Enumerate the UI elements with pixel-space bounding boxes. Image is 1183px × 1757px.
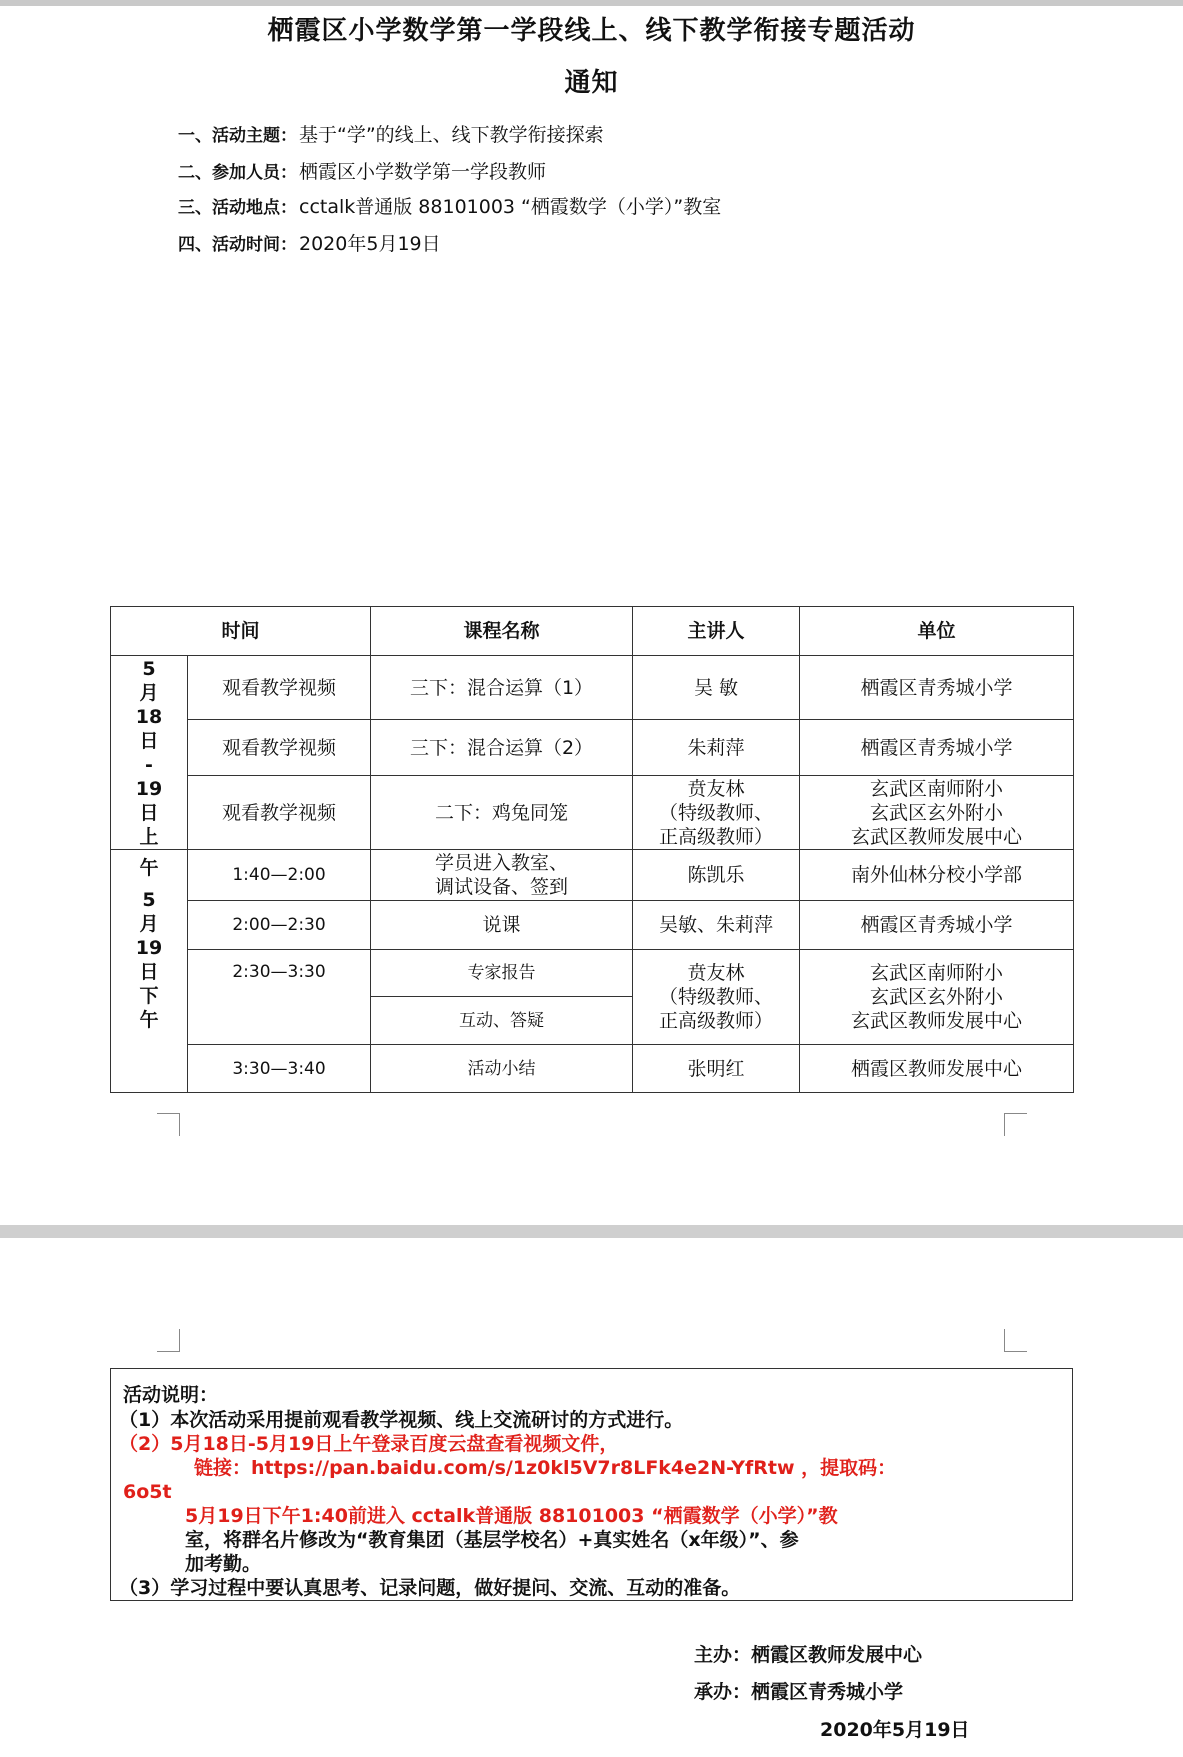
- header-unit: 单位: [800, 607, 1074, 656]
- unit-cell: 南外仙林分校小学部: [800, 850, 1074, 901]
- info-location: [178, 192, 721, 219]
- time-cell: 3:30—3:40: [188, 1045, 371, 1093]
- notes-item-2: （2）5月18日-5月19日上午登录百度云盘查看视频文件，: [119, 1433, 619, 1455]
- sign-host: 主办：栖霞区教师发展中心: [694, 1644, 923, 1666]
- info-label: 一、活动主题：: [178, 126, 297, 146]
- schedule-table: [110, 606, 1074, 1093]
- info-value: 2020年5月19日: [299, 233, 441, 255]
- unit-cell: 栖霞区青秀城小学: [800, 720, 1074, 776]
- time-cell: 2:30—3:30: [188, 950, 371, 1045]
- info-value: cctalk普通版 88101003 “栖霞数学（小学）”教室: [299, 196, 722, 218]
- notes-item-1: （1）本次活动采用提前观看教学视频、线上交流研讨的方式进行。: [119, 1409, 684, 1431]
- course-cell: 专家报告: [371, 950, 633, 997]
- speaker-cell: 贲友林 （特级教师、 正高级教师）: [633, 950, 800, 1045]
- course-cell: 三下：混合运算（1）: [371, 656, 633, 720]
- unit-cell: 栖霞区青秀城小学: [800, 901, 1074, 950]
- unit-cell: 玄武区南师附小 玄武区玄外附小 玄武区教师发展中心: [800, 950, 1074, 1045]
- notes-heading: 活动说明：: [123, 1384, 219, 1406]
- info-participants: [178, 157, 546, 184]
- unit-cell: 栖霞区教师发展中心: [800, 1045, 1074, 1093]
- date-cell-pm: 午 5 月 19 日 下 午: [111, 850, 188, 1093]
- header-time: 时间: [111, 607, 371, 656]
- speaker-cell: 朱莉萍: [633, 720, 800, 776]
- activity-notes: [110, 1368, 1073, 1601]
- notice-subtitle: 通知: [564, 68, 619, 98]
- time-cell: 2:00—2:30: [188, 901, 371, 950]
- speaker-cell: 陈凯乐: [633, 850, 800, 901]
- sign-date: 2020年5月19日: [820, 1719, 970, 1741]
- table-row: [111, 656, 1074, 720]
- time-cell: 1:40—2:00: [188, 850, 371, 901]
- info-theme: [178, 120, 604, 147]
- speaker-cell: 吴敏、朱莉萍: [633, 901, 800, 950]
- unit-cell: 栖霞区青秀城小学: [800, 656, 1074, 720]
- info-value: 基于“学”的线上、线下教学衔接探索: [299, 124, 604, 146]
- notes-link: 链接：https://pan.baidu.com/s/1z0kl5V7r8LFk4e2N-YfRtw ，提取码：: [194, 1457, 897, 1479]
- course-cell: 学员进入教室、 调试设备、签到: [371, 850, 633, 901]
- header-course: 课程名称: [371, 607, 633, 656]
- date-cell-am: 5 月 18 日 - 19 日 上: [111, 656, 188, 850]
- table-row: [111, 901, 1074, 950]
- unit-cell: 玄武区南师附小 玄武区玄外附小 玄武区教师发展中心: [800, 776, 1074, 850]
- course-cell: 互动、答疑: [371, 997, 633, 1045]
- course-cell: 二下：鸡兔同笼: [371, 776, 633, 850]
- table-row: [111, 1045, 1074, 1093]
- notes-item-3: （3）学习过程中要认真思考、记录问题，做好提问、交流、互动的准备。: [119, 1577, 741, 1599]
- course-cell: 三下：混合运算（2）: [371, 720, 633, 776]
- info-label: 四、活动时间：: [178, 235, 297, 255]
- table-row: [111, 720, 1074, 776]
- table-row: [111, 850, 1074, 901]
- course-cell: 活动小结: [371, 1045, 633, 1093]
- table-header-row: [111, 607, 1074, 656]
- notes-code: 6o5t: [123, 1481, 172, 1503]
- speaker-cell: 张明红: [633, 1045, 800, 1093]
- time-cell: 观看教学视频: [188, 720, 371, 776]
- info-label: 三、活动地点：: [178, 198, 297, 218]
- info-time: [178, 229, 441, 256]
- header-speaker: 主讲人: [633, 607, 800, 656]
- speaker-cell: 吴 敏: [633, 656, 800, 720]
- table-row: [111, 776, 1074, 850]
- page-corner-mark: [157, 1329, 180, 1352]
- info-value: 栖霞区小学数学第一学段教师: [299, 161, 547, 183]
- page-corner-mark: [1004, 1329, 1027, 1352]
- info-label: 二、参加人员：: [178, 163, 297, 183]
- time-cell: 观看教学视频: [188, 656, 371, 720]
- notes-rename: 室，将群名片修改为“教育集团（基层学校名）+真实姓名（x年级）”、参: [185, 1529, 799, 1551]
- course-cell: 说课: [371, 901, 633, 950]
- page-corner-mark: [157, 1113, 180, 1136]
- sign-organizer: 承办：栖霞区青秀城小学: [694, 1681, 904, 1703]
- speaker-cell: 贲友林 （特级教师、 正高级教师）: [633, 776, 800, 850]
- notes-attendance: 加考勤。: [185, 1553, 262, 1575]
- notice-title: 栖霞区小学数学第一学段线上、线下教学衔接专题活动: [267, 16, 916, 46]
- time-cell: 观看教学视频: [188, 776, 371, 850]
- page-corner-mark: [1004, 1113, 1027, 1136]
- notes-cctalk: 5月19日下午1:40前进入 cctalk普通版 88101003 “栖霞数学（小学）”教: [185, 1505, 838, 1527]
- table-row: [111, 950, 1074, 997]
